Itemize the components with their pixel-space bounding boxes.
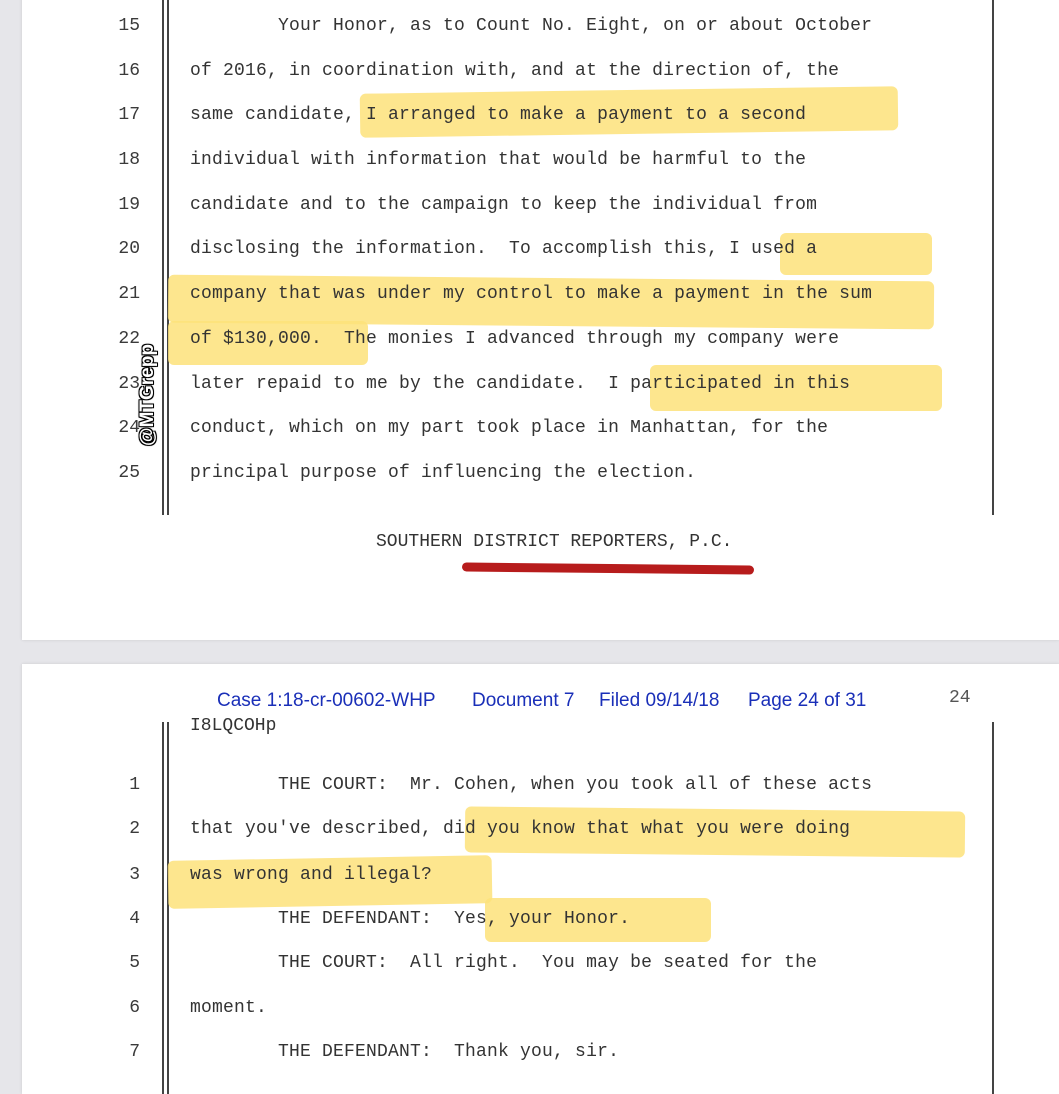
line-number: 18 [118,150,140,170]
margin-rule-left-inner [167,722,169,1094]
line-number: 23 [118,374,140,394]
watermark-handle [128,330,168,460]
line-number: 25 [118,463,140,483]
line-number: 7 [129,1042,140,1062]
case-identifier: I8LQCOHp [190,716,277,736]
line-number: 4 [129,909,140,929]
transcript-page-bottom [22,664,1059,1094]
transcript-line: that you've described, did you know that what you were doing [190,819,851,839]
transcript-line: of 2016, in coordination with, and at the direction of, the [190,61,840,81]
transcript-line: principal purpose of influencing the election. [190,463,697,483]
transcript-line: same candidate, I arranged to make a payment to a second [190,105,807,125]
filed-date-link[interactable]: Filed 09/14/18 [599,690,720,711]
transcript-line: was wrong and illegal? [190,865,433,885]
transcript-line: company that was under my control to make a payment in the sum [190,284,873,304]
court-reporter-footer: SOUTHERN DISTRICT REPORTERS, P.C. [376,532,733,552]
line-number: 20 [118,239,140,259]
transcript-line: candidate and to the campaign to keep the individual from [190,195,818,215]
transcript-line: of $130,000. The monies I advanced through my company were [190,329,840,349]
margin-rule-right [992,0,994,515]
transcript-line: later repaid to me by the candidate. I participated in this [190,374,851,394]
margin-rule-right [992,722,994,1094]
line-number: 22 [118,329,140,349]
red-redaction-underline [462,562,754,574]
transcript-line: conduct, which on my part took place in Manhattan, for the [190,418,829,438]
transcript-line: Your Honor, as to Count No. Eight, on or about October [190,16,873,36]
transcript-line: individual with information that would be harmful to the [190,150,807,170]
case-number-link[interactable]: Case 1:18-cr-00602-WHP [217,690,436,711]
line-number: 2 [129,819,140,839]
transcript-line: THE DEFENDANT: Yes, your Honor. [190,909,631,929]
line-number: 19 [118,195,140,215]
page-number: 24 [949,688,971,708]
line-number: 6 [129,998,140,1018]
line-number: 17 [118,105,140,125]
line-number: 16 [118,61,140,81]
transcript-line: THE DEFENDANT: Thank you, sir. [190,1042,620,1062]
transcript-line: THE COURT: Mr. Cohen, when you took all of these acts [190,775,873,795]
watermark-text: @MTGrepp [137,344,159,446]
line-number: 21 [118,284,140,304]
page-count-link[interactable]: Page 24 of 31 [748,690,867,711]
transcript-page-top [22,0,1059,640]
line-number: 3 [129,865,140,885]
document-number-link[interactable]: Document 7 [472,690,575,711]
transcript-line: moment. [190,998,268,1018]
transcript-line: disclosing the information. To accomplish this, I used a [190,239,818,259]
margin-rule-left [162,722,164,1094]
line-number: 5 [129,953,140,973]
line-number: 24 [118,418,140,438]
line-number: 15 [118,16,140,36]
line-number: 1 [129,775,140,795]
transcript-line: THE COURT: All right. You may be seated for the [190,953,818,973]
